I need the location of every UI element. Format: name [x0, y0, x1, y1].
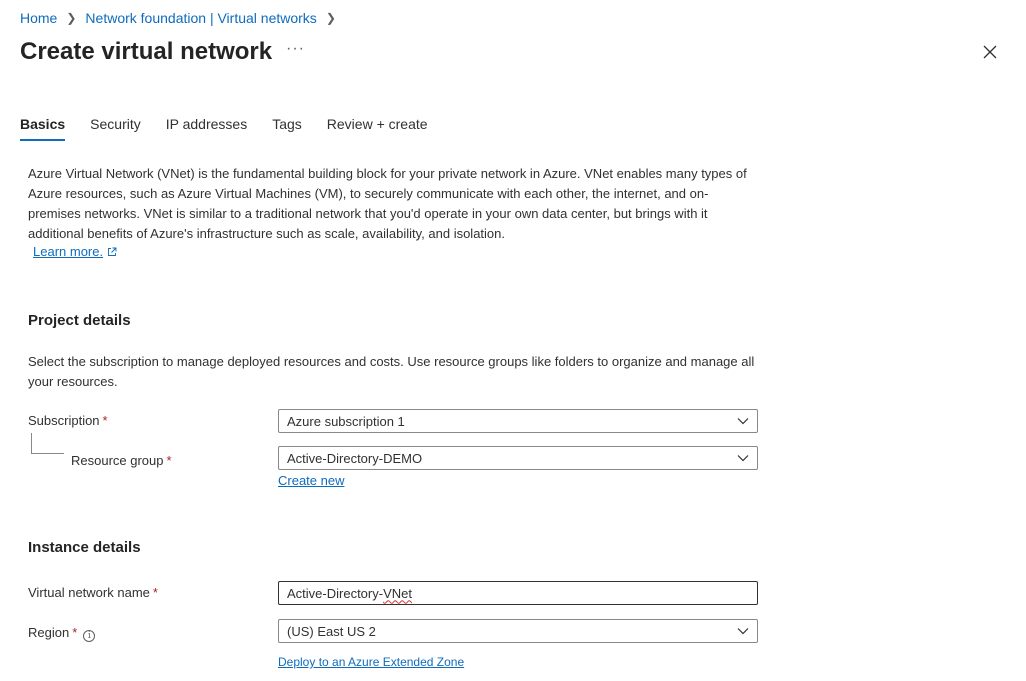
- region-label: [28, 625, 95, 642]
- vnet-name-label: [28, 585, 158, 600]
- breadcrumb-virtual-networks[interactable]: Network foundation | Virtual networks: [85, 10, 317, 26]
- project-details-description: Select the subscription to manage deployed resources and costs. Use resource groups like folders to organize and manage all your resources.: [28, 354, 755, 389]
- project-details-heading: Project details: [28, 312, 131, 329]
- instance-details-heading: Instance details: [28, 539, 141, 556]
- subscription-label-text: Subscription: [28, 413, 100, 428]
- learn-more-link[interactable]: [33, 244, 117, 259]
- tab-tags[interactable]: Tags: [272, 116, 302, 132]
- deploy-extended-zone-link[interactable]: Deploy to an Azure Extended Zone: [278, 655, 465, 669]
- breadcrumb-home[interactable]: Home: [20, 10, 58, 26]
- chevron-right-icon: ❯: [66, 11, 77, 25]
- region-dropdown[interactable]: [278, 619, 758, 643]
- learn-more-label: Learn more.: [33, 244, 104, 259]
- tab-security[interactable]: Security: [90, 116, 141, 132]
- tab-bar: [20, 116, 453, 141]
- chevron-right-icon: ❯: [325, 11, 336, 25]
- info-icon[interactable]: i: [83, 630, 95, 642]
- subscription-value: Azure subscription 1: [287, 413, 405, 429]
- chevron-down-icon: [737, 626, 749, 636]
- page-title: Create virtual network: [20, 38, 273, 65]
- required-marker: *: [166, 453, 172, 468]
- tab-ip-addresses[interactable]: IP addresses: [165, 116, 248, 132]
- vnet-name-input[interactable]: [278, 581, 758, 605]
- subscription-dropdown[interactable]: [278, 409, 758, 433]
- resource-group-value: Active-Directory-DEMO: [287, 450, 423, 466]
- more-options-icon[interactable]: ···: [286, 40, 305, 57]
- resource-group-label-text: Resource group: [71, 453, 164, 468]
- spellcheck-underline: VNet: [383, 585, 412, 601]
- close-icon[interactable]: [980, 42, 1000, 62]
- chevron-down-icon: [737, 416, 749, 426]
- tree-connector: [31, 433, 64, 454]
- chevron-down-icon: [737, 453, 749, 463]
- vnet-name-value: Active-Directory-VNet: [287, 585, 412, 601]
- region-value: (US) East US 2: [287, 623, 376, 639]
- intro-text: Azure Virtual Network (VNet) is the fundamental building block for your private network in Azure. VNet enables many types of Azure resources, such as Azure Virtual Machines (VM), to securely communicate with each other, the internet, and on-premises networks. VNet is similar to a traditional network that you'd operate in your own data center, but brings with it additional benefits of Azure's infrastructure such as scale, availability, and isolation.: [28, 166, 747, 241]
- breadcrumb: [20, 10, 345, 26]
- required-marker: *: [152, 585, 158, 600]
- subscription-label: [28, 413, 108, 428]
- resource-group-label: [71, 453, 172, 468]
- create-new-resource-group-link[interactable]: Create new: [278, 473, 345, 488]
- tab-basics[interactable]: Basics: [20, 116, 65, 141]
- required-marker: *: [102, 413, 108, 428]
- tab-review-create[interactable]: Review + create: [326, 116, 428, 132]
- required-marker: *: [72, 625, 78, 640]
- external-link-icon: [107, 247, 117, 257]
- region-label-text: Region: [28, 625, 70, 640]
- resource-group-dropdown[interactable]: [278, 446, 758, 470]
- vnet-name-label-text: Virtual network name: [28, 585, 150, 600]
